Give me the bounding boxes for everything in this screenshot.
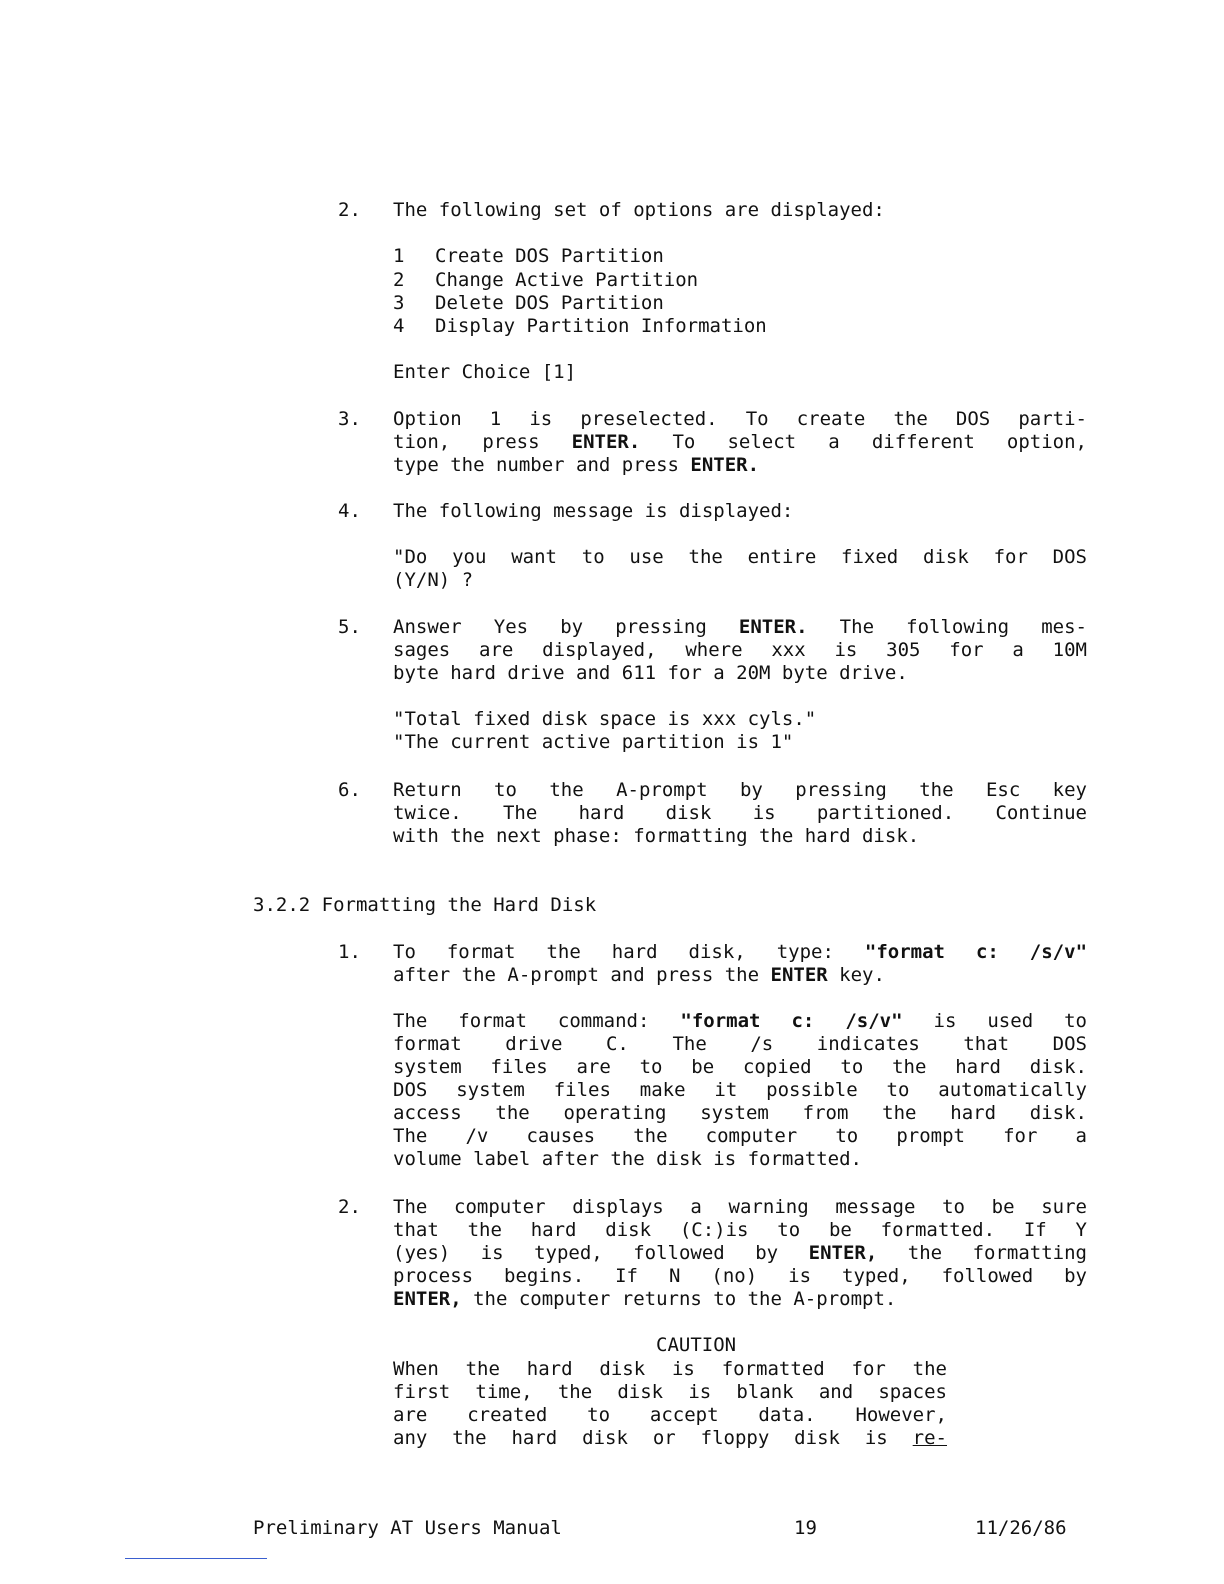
caution-line: are created to accept data. However, — [393, 1404, 947, 1426]
step-text-line: Return to the A-prompt by pressing the Esc key — [393, 779, 1087, 801]
option-label: Delete DOS Partition — [435, 292, 664, 314]
step-text-line: To format the hard disk, type: "format c: /s/v" — [393, 941, 1088, 963]
list-item — [393, 315, 767, 338]
step-text: The following set of options are displayed: — [393, 199, 885, 221]
option-label: Create DOS Partition — [435, 245, 664, 267]
step-text: The following message is displayed: — [393, 500, 794, 522]
option-label: Display Partition Information — [435, 315, 767, 337]
page-number: 19 — [794, 1517, 817, 1539]
option-number: 4 — [393, 315, 405, 337]
footer-rule — [125, 1558, 267, 1559]
list-item — [393, 292, 664, 315]
list-item — [393, 245, 664, 268]
step-number: 2. — [338, 199, 361, 221]
step-text-line: sages are displayed, where xxx is 305 for a 10M — [393, 639, 1087, 661]
quoted-message: "The current active partition is 1" — [393, 731, 794, 753]
paragraph-line: access the operating system from the hard disk. — [393, 1102, 1087, 1124]
paragraph-line: The format command: "format c: /s/v" is used to — [393, 1010, 1087, 1032]
caution-title: CAUTION — [656, 1334, 737, 1356]
quoted-message: "Total fixed disk space is xxx cyls." — [393, 708, 817, 730]
caution-line: first time, the disk is blank and spaces — [393, 1381, 947, 1403]
section-heading: 3.2.2 Formatting the Hard Disk — [253, 894, 597, 916]
step-text-line: that the hard disk (C:)is to be formatted. If Y — [393, 1219, 1087, 1241]
footer-date: 11/26/86 — [975, 1517, 1067, 1539]
step-number: 5. — [338, 616, 361, 638]
footer-title: Preliminary AT Users Manual — [253, 1517, 562, 1539]
step-text-line: process begins. If N (no) is typed, followed by — [393, 1265, 1087, 1287]
quoted-message: (Y/N) ? — [393, 569, 474, 591]
step-number: 2. — [338, 1196, 361, 1218]
option-label: Change Active Partition — [435, 269, 699, 291]
paragraph-line: format drive C. The /s indicates that DOS — [393, 1033, 1087, 1055]
step-text-line: with the next phase: formatting the hard disk. — [393, 825, 920, 847]
step-text-line: The computer displays a warning message to be sure — [393, 1196, 1087, 1218]
step-text-line: tion, press ENTER. To select a different option, — [393, 431, 1087, 453]
option-number: 1 — [393, 245, 405, 267]
step-text-line: (yes) is typed, followed by ENTER, the formatting — [393, 1242, 1087, 1264]
option-number: 3 — [393, 292, 405, 314]
step-number: 4. — [338, 500, 361, 522]
step-text-line: twice. The hard disk is partitioned. Continue — [393, 802, 1087, 824]
paragraph-line: system files are to be copied to the hard disk. — [393, 1056, 1087, 1078]
step-text-line: type the number and press ENTER. — [393, 454, 760, 476]
step-number: 1. — [338, 941, 361, 963]
step-number: 6. — [338, 779, 361, 801]
paragraph-line: The /v causes the computer to prompt for a — [393, 1125, 1087, 1147]
caution-line: When the hard disk is formatted for the — [393, 1358, 947, 1380]
step-text-line: after the A-prompt and press the ENTER key. — [393, 964, 885, 986]
choice-prompt: Enter Choice [1] — [393, 361, 577, 383]
quoted-message: "Do you want to use the entire fixed disk for DOS — [393, 546, 1087, 568]
paragraph-line: volume label after the disk is formatted. — [393, 1148, 862, 1170]
paragraph-line: DOS system files make it possible to automatically — [393, 1079, 1087, 1101]
step-text-line: ENTER, the computer returns to the A-prompt. — [393, 1288, 897, 1310]
option-number: 2 — [393, 269, 405, 291]
list-item — [393, 269, 699, 292]
step-text-line: Answer Yes by pressing ENTER. The following mes- — [393, 616, 1087, 638]
step-number: 3. — [338, 408, 361, 430]
caution-line: any the hard disk or floppy disk is re- — [393, 1427, 947, 1449]
step-text-line: Option 1 is preselected. To create the DOS parti- — [393, 408, 1087, 430]
step-text-line: byte hard drive and 611 for a 20M byte drive. — [393, 662, 908, 684]
